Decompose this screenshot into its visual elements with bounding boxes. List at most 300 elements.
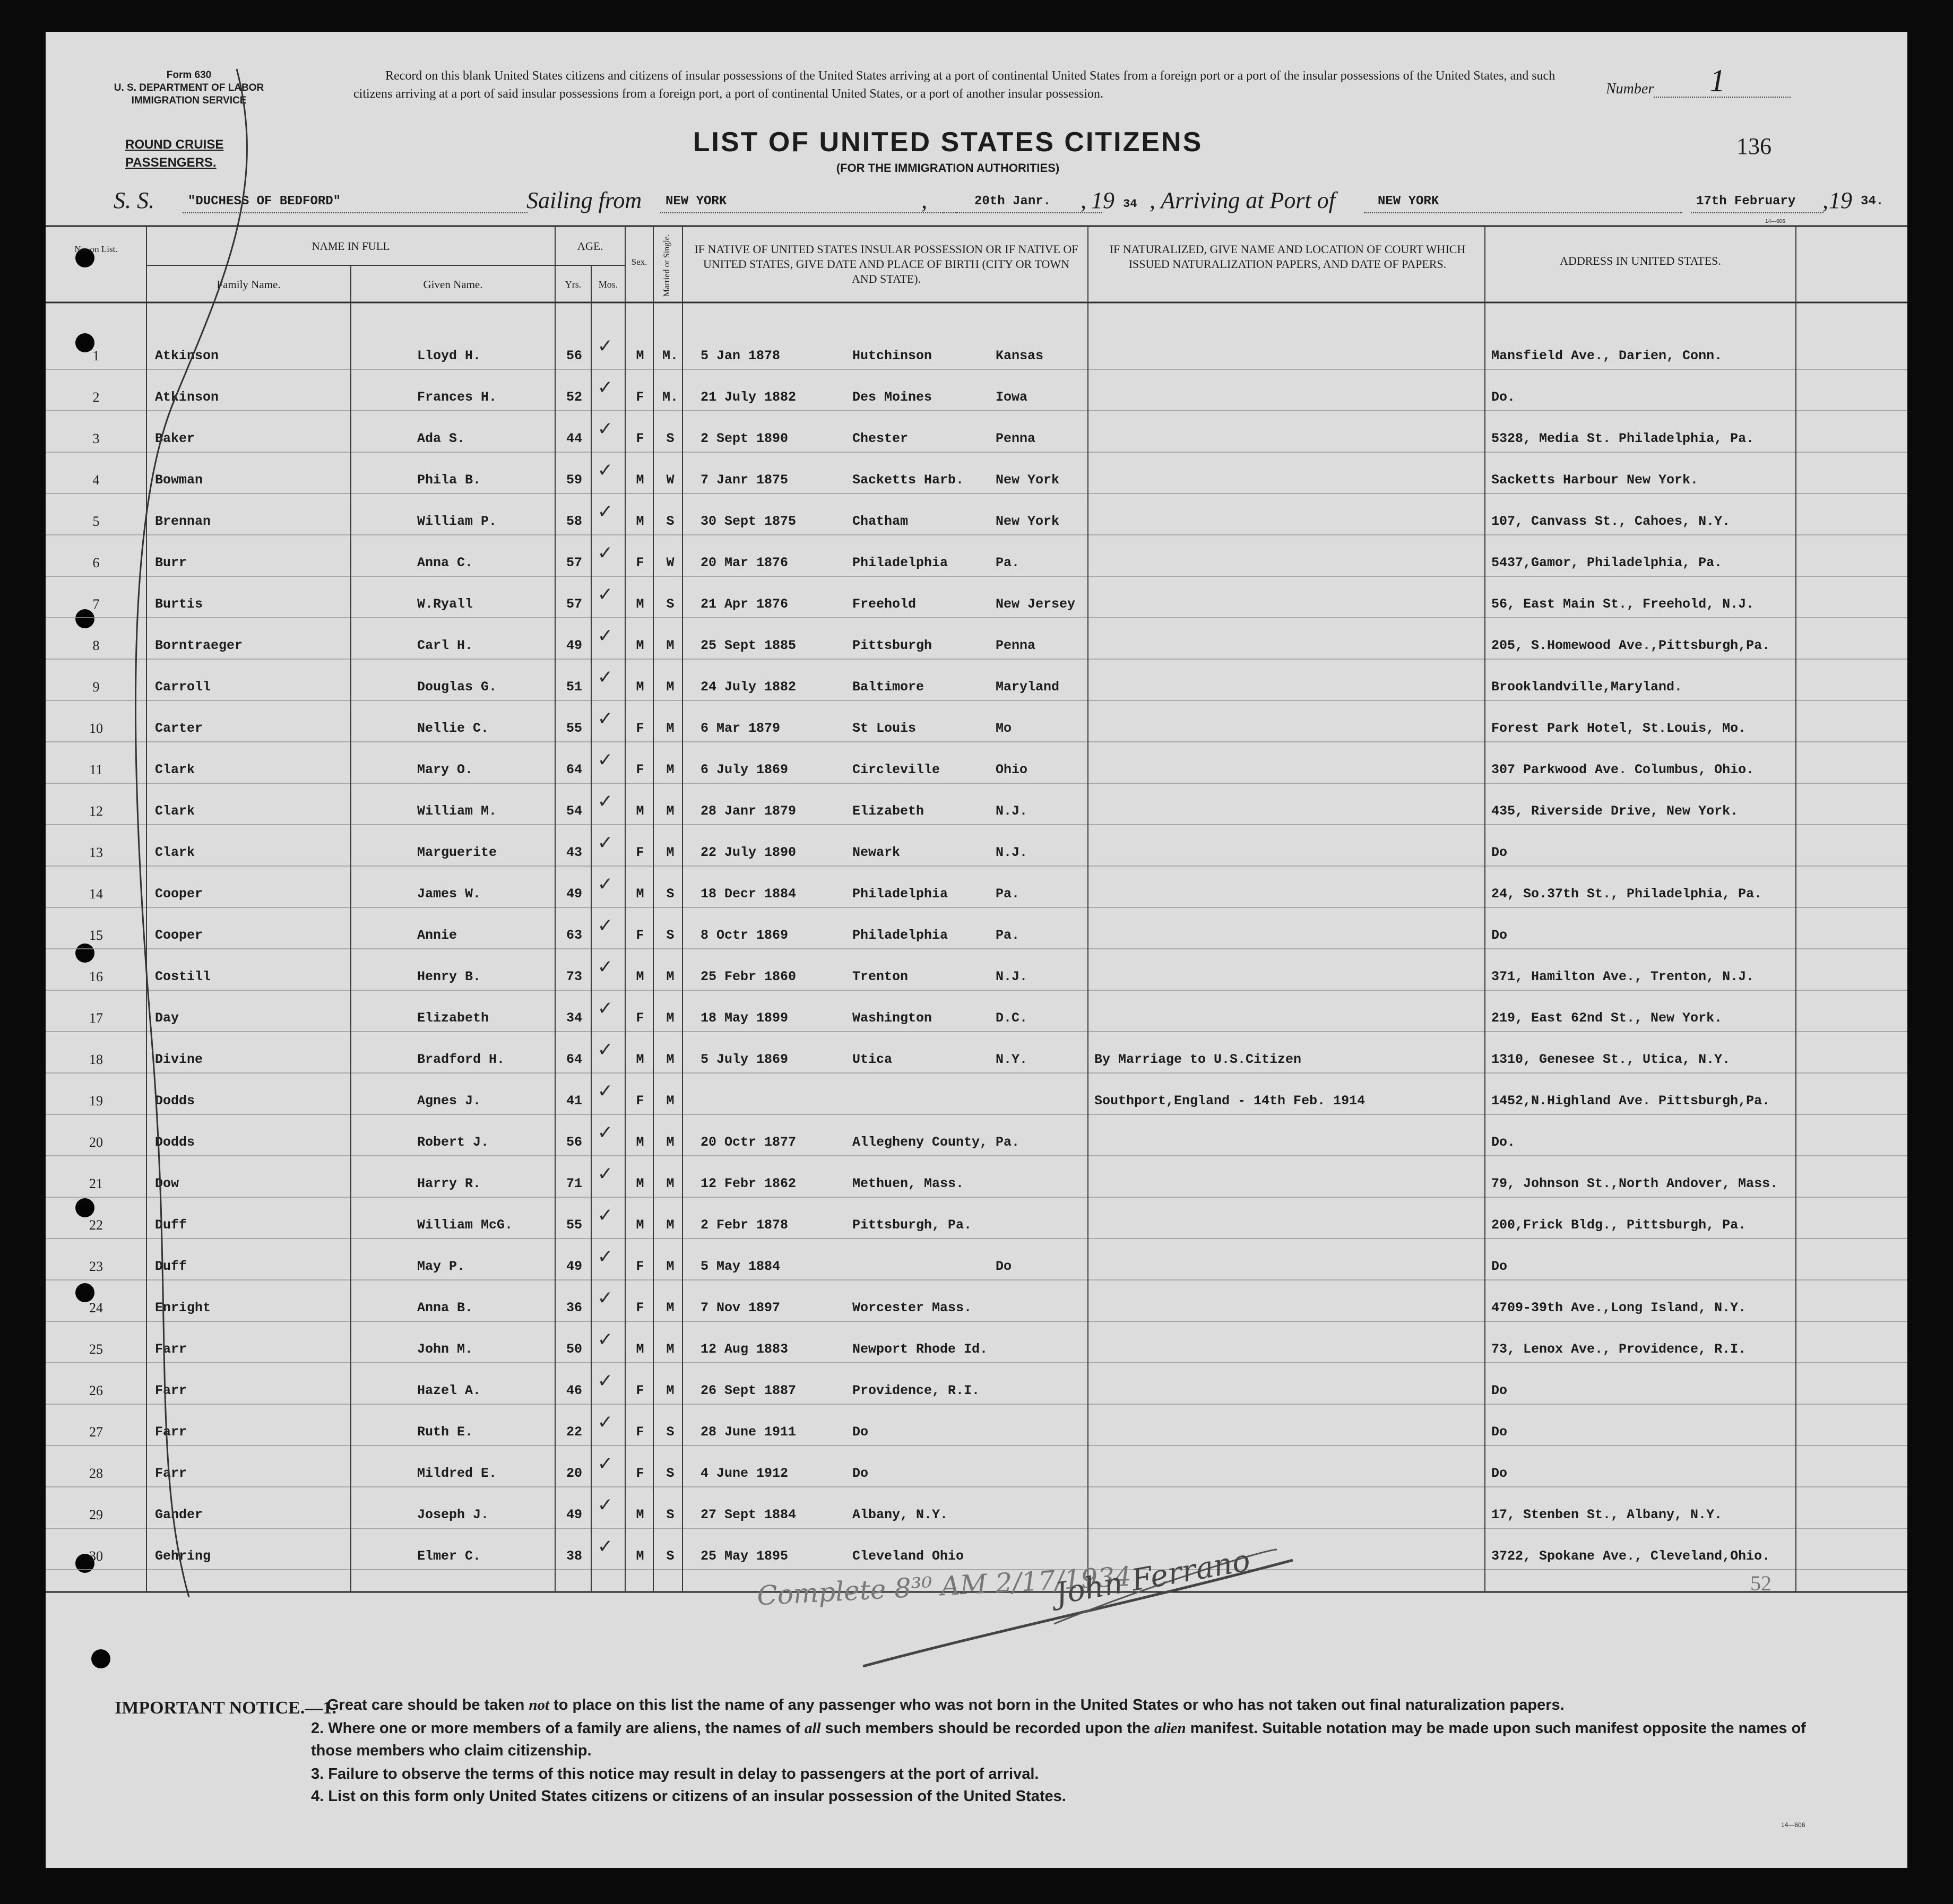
cell-date: 12 Febr 1862 — [701, 1176, 797, 1191]
cell-no: 5 — [92, 514, 100, 529]
check-mark: ✓ — [599, 832, 612, 856]
cell-date: 5 Jan 1878 — [701, 348, 781, 364]
cell-given: Marguerite — [417, 845, 497, 860]
cell-no: 19 — [89, 1093, 103, 1109]
cell-city: Providence, R.I. — [852, 1383, 980, 1398]
cell-sex: F — [636, 1424, 644, 1440]
cell-city: Do — [852, 1424, 869, 1440]
check-mark: ✓ — [599, 1080, 612, 1104]
cell-date: 6 Mar 1879 — [701, 721, 781, 736]
cell-sex: F — [636, 928, 644, 943]
cell-date: 21 July 1882 — [701, 390, 797, 405]
cell-state: D.C. — [996, 1010, 1028, 1026]
cell-state: Pa. — [996, 928, 1020, 943]
check-mark: ✓ — [599, 377, 612, 401]
header-birth: IF NATIVE OF UNITED STATES INSULAR POSSESSION OR IF NATIVE OF UNITED STATES, GIVE DATE AND PLACE OF BIRTH (CITY OR TOWN AND STATE). — [694, 243, 1078, 285]
cell-sex: F — [636, 1466, 644, 1481]
header-given: Given Name. — [423, 278, 483, 291]
cell-sex: M — [636, 1217, 644, 1233]
cell-city: Freehold — [852, 596, 917, 612]
cell-address: Do — [1491, 1424, 1508, 1440]
header-age: AGE. — [577, 240, 603, 253]
cell-family: Enright — [155, 1300, 211, 1316]
cell-city: Sacketts Harb. — [852, 472, 964, 488]
cell-date: 2 Febr 1878 — [701, 1217, 789, 1233]
cell-ms: S — [666, 596, 675, 612]
cell-no: 13 — [89, 845, 103, 860]
cell-sex: F — [636, 1093, 644, 1109]
check-mark: ✓ — [599, 1494, 612, 1518]
cell-yrs: 54 — [566, 803, 582, 819]
cell-city: Pittsburgh, Pa. — [852, 1217, 972, 1233]
notice-item-2: 2. Where one or more members of a family are aliens, the names of all such members should be recorded upon the alien manifest. Suitable notation may be made upon such manifest opposite the names of those members who claim citizenship. — [311, 1720, 1806, 1759]
cell-date: 21 Apr 1876 — [701, 596, 789, 612]
cell-sex: M — [636, 1135, 644, 1150]
cell-ms: M — [666, 1342, 675, 1357]
header-address: ADDRESS IN UNITED STATES. — [1560, 254, 1721, 267]
cell-no: 8 — [92, 638, 100, 653]
cell-ms: M — [666, 1093, 675, 1109]
header-mos: Mos. — [598, 279, 618, 290]
cell-yrs: 43 — [566, 845, 582, 860]
cell-no: 15 — [89, 928, 103, 943]
cell-city: Methuen, Mass. — [852, 1176, 964, 1191]
form-number: Form 630 — [166, 70, 212, 81]
cell-no: 26 — [89, 1383, 103, 1398]
cell-yrs: 46 — [566, 1383, 582, 1398]
cell-sex: F — [636, 845, 644, 860]
cell-given: Frances H. — [417, 390, 497, 405]
cell-family: Costill — [155, 969, 211, 984]
cell-ms: M — [666, 1300, 675, 1316]
corner-number: 52 — [1750, 1571, 1771, 1595]
cell-given: Mildred E. — [417, 1466, 497, 1481]
cell-city: Des Moines — [852, 390, 932, 405]
arriving-label: , Arriving at Port of — [1150, 187, 1335, 213]
cell-family: Farr — [155, 1424, 187, 1440]
header-no: No. on List. — [74, 244, 118, 254]
cell-ms: M — [666, 803, 675, 819]
page-stamp: 136 — [1736, 133, 1771, 159]
cell-ms: M — [666, 1383, 675, 1398]
cell-address: 1310, Genesee St., Utica, N.Y. — [1491, 1052, 1731, 1067]
cell-sex: M — [636, 969, 644, 984]
cell-city: Cleveland Ohio — [852, 1548, 964, 1564]
cell-city: Pittsburgh — [852, 638, 932, 653]
cell-family: Dow — [155, 1176, 179, 1191]
check-mark: ✓ — [599, 749, 612, 773]
cell-sex: F — [636, 1300, 644, 1316]
cell-yrs: 34 — [566, 1010, 582, 1026]
cell-yrs: 51 — [566, 679, 582, 695]
cell-no: 27 — [89, 1424, 103, 1440]
cell-date: 25 Febr 1860 — [701, 969, 797, 984]
cell-date: 28 Janr 1879 — [701, 803, 797, 819]
cell-date: 25 May 1895 — [701, 1548, 789, 1564]
check-mark: ✓ — [599, 667, 612, 690]
cell-sex: F — [636, 762, 644, 777]
cell-ms: S — [666, 928, 675, 943]
year-prefix-2: 19 — [1829, 187, 1852, 213]
cell-ms: M — [666, 762, 675, 777]
cell-given: Harry R. — [417, 1176, 481, 1191]
cell-city: Albany, N.Y. — [852, 1507, 948, 1522]
cell-ms: S — [666, 886, 675, 902]
cell-sex: F — [636, 431, 644, 446]
cell-address: Brooklandville,Maryland. — [1491, 679, 1683, 695]
cell-family: Cooper — [155, 886, 203, 902]
check-mark: ✓ — [599, 501, 612, 525]
notice-item-4: 4. List on this form only United States citizens or citizens of an insular possession of the United States. — [311, 1788, 1066, 1805]
check-mark: ✓ — [599, 1163, 612, 1187]
cell-address: 79, Johnson St.,North Andover, Mass. — [1491, 1176, 1778, 1191]
cell-given: May P. — [417, 1259, 465, 1274]
printer-note: 14—606 — [1765, 219, 1785, 224]
cell-family: Gander — [155, 1507, 203, 1522]
header-name-full: NAME IN FULL — [312, 240, 390, 253]
cell-sex: M — [636, 472, 644, 488]
number-value: 1 — [1709, 63, 1725, 98]
cell-family: Dodds — [155, 1093, 195, 1109]
cell-given: William McG. — [417, 1217, 513, 1233]
cell-address: Do — [1491, 1259, 1508, 1274]
check-mark: ✓ — [599, 625, 612, 649]
cell-given: Carl H. — [417, 638, 473, 653]
cell-given: Agnes J. — [417, 1093, 481, 1109]
cell-no: 14 — [89, 886, 103, 902]
ss-label: S. S. — [114, 187, 154, 213]
cell-address: Sacketts Harbour New York. — [1491, 472, 1699, 488]
check-mark: ✓ — [599, 1205, 612, 1228]
cell-sex: F — [636, 390, 644, 405]
arrival-date: 17th February — [1696, 194, 1796, 209]
cell-family: Gehring — [155, 1548, 211, 1564]
cell-sex: M — [636, 1052, 644, 1067]
cell-given: John M. — [417, 1342, 473, 1357]
cell-yrs: 49 — [566, 638, 582, 653]
cell-date: 12 Aug 1883 — [701, 1342, 789, 1357]
page-title: LIST OF UNITED STATES CITIZENS — [693, 127, 1203, 158]
cell-state: Maryland — [996, 679, 1060, 695]
cell-address: 107, Canvass St., Cahoes, N.Y. — [1491, 514, 1731, 529]
check-mark: ✓ — [599, 956, 612, 980]
cell-no: 21 — [89, 1176, 103, 1191]
year-2: 34. — [1861, 194, 1884, 209]
cell-ms: M — [666, 1010, 675, 1026]
cell-date: 7 Nov 1897 — [701, 1300, 781, 1316]
cell-city: Chatham — [852, 514, 909, 529]
cell-address: 5437,Gamor, Philadelphia, Pa. — [1491, 555, 1723, 570]
cell-date: 5 July 1869 — [701, 1052, 789, 1067]
cell-family: Clark — [155, 845, 195, 860]
check-mark: ✓ — [599, 1453, 612, 1477]
cell-given: Elmer C. — [417, 1548, 481, 1564]
cell-ms: S — [666, 431, 675, 446]
cell-city: Circleville — [852, 762, 940, 777]
cell-ms: S — [666, 1466, 675, 1481]
cell-yrs: 71 — [566, 1176, 582, 1191]
header-married-single: Married or Single. — [662, 234, 671, 297]
cell-yrs: 56 — [566, 1135, 582, 1150]
cell-city: Philadelphia — [852, 928, 948, 943]
cell-address: Do — [1491, 928, 1508, 943]
cell-state: New Jersey — [996, 596, 1076, 612]
cell-city: Philadelphia — [852, 555, 948, 570]
cell-sex: F — [636, 1383, 644, 1398]
cruise-label: ROUND CRUISE PASSENGERS. — [125, 137, 224, 170]
check-mark: ✓ — [599, 791, 612, 815]
cell-yrs: 41 — [566, 1093, 582, 1109]
arrival-port: NEW YORK — [1378, 194, 1439, 209]
cell-family: Baker — [155, 431, 195, 446]
cell-yrs: 64 — [566, 1052, 582, 1067]
cell-given: Annie — [417, 928, 457, 943]
cell-sex: M — [636, 596, 644, 612]
cell-city: Philadelphia — [852, 886, 948, 902]
cell-family: Farr — [155, 1383, 187, 1398]
check-mark: ✓ — [599, 335, 612, 359]
cell-family: Farr — [155, 1466, 187, 1481]
cell-yrs: 73 — [566, 969, 582, 984]
cell-date: 27 Sept 1884 — [701, 1507, 797, 1522]
check-mark: ✓ — [599, 1412, 612, 1435]
cell-sex: F — [636, 555, 644, 570]
cell-date: 24 July 1882 — [701, 679, 797, 695]
cell-address: 73, Lenox Ave., Providence, R.I. — [1491, 1342, 1747, 1357]
cell-address: 200,Frick Bldg., Pittsburgh, Pa. — [1491, 1217, 1747, 1233]
cell-state: New York — [996, 472, 1060, 488]
cell-no: 17 — [89, 1010, 103, 1026]
cell-no: 30 — [89, 1548, 103, 1564]
cell-yrs: 49 — [566, 1259, 582, 1274]
check-mark: ✓ — [599, 915, 612, 939]
check-mark: ✓ — [599, 1329, 612, 1353]
cell-no: 29 — [89, 1507, 103, 1522]
cell-given: Robert J. — [417, 1135, 489, 1150]
cell-family: Clark — [155, 762, 195, 777]
cell-family: Clark — [155, 803, 195, 819]
year-prefix-1: 19 — [1091, 187, 1114, 213]
cell-family: Bowman — [155, 472, 203, 488]
cell-no: 23 — [89, 1259, 103, 1274]
cell-no: 20 — [89, 1135, 103, 1150]
cell-city: Elizabeth — [852, 803, 924, 819]
check-mark: ✓ — [599, 460, 612, 483]
cell-nat: Southport,England - 14th Feb. 1914 — [1094, 1093, 1366, 1109]
cell-yrs: 44 — [566, 431, 582, 446]
cell-no: 7 — [92, 596, 100, 612]
cell-given: Nellie C. — [417, 721, 489, 736]
cell-family: Carter — [155, 721, 203, 736]
cell-family: Burtis — [155, 596, 203, 612]
cell-family: Duff — [155, 1217, 187, 1233]
check-mark: ✓ — [599, 584, 612, 608]
number-label: Number — [1606, 81, 1654, 97]
cell-address: 24, So.37th St., Philadelphia, Pa. — [1491, 886, 1762, 902]
cell-ms: M — [666, 679, 675, 695]
check-mark: ✓ — [599, 998, 612, 1022]
header-sex: Sex. — [631, 257, 647, 267]
cell-given: Joseph J. — [417, 1507, 489, 1522]
cell-sex: M — [636, 1507, 644, 1522]
cell-city: Worcester Mass. — [852, 1300, 972, 1316]
cell-given: Henry B. — [417, 969, 481, 984]
cell-yrs: 36 — [566, 1300, 582, 1316]
manifest-sheet: Form 630 U. S. DEPARTMENT OF LABOR IMMIGRATION SERVICE ROUND CRUISE PASSENGERS. Record on this blank United States citizens and citizens of insular possessions of the United States arriving at a port of continental United States from a foreign port or a port of the insular possessions of the United States, and such citizens arriving at a port of said insular possessions from a foreign port, a port of continental United States, or a port of another insular possession. LIST OF UNITED STATES CITIZENS (FOR THE IMMIGRATION AUTHORITIES) Number 1 136 S. S. "DUCHESS OF BEDFORD" Sailing from NEW YORK , 20th Janr. , 19 34 , Arriving at Port of NEW YORK 17th February , 19 34. 14—606 No. on List. NAME IN FULL Family Name. Given Name. AGE. Yrs. Mos. Sex. Married or Single. IF NATIVE OF UNITED STATES INSULAR POSSESSION OR IF NATIVE OF UNITED STATES, GIVE DATE AND PLACE OF BIRTH (CITY OR TOWN AND STATE). IF NATURALIZED, GIVE NAME AND LOCATION OF COURT WHICH ISSUED NATURALIZATION PAPERS, AND DATE OF PAPERS. ADDRESS IN UNITED STATES. 1 Atkinson Lloyd H. 56 M M. 5 Jan 1878 Hutchinson Kansas Mansfield Ave., Darien, Conn. ✓ 2 Atkinson Frances H. 52 F M. 21 July 1882 Des Moines Iowa Do. ✓ 3 Baker Ada S. 44 F S 2 Sept 1890 Chester Penna 5328, Media St. Philadelphia, Pa. ✓ 4 Bowman Phila B. 59 M W 7 Janr 1875 Sacketts Harb. New York Sacketts Harbour New York. ✓ 5 Brennan William P. 58 M S 30 Sept 1875 Chatham New York 107, Canvass St., Cahoes, N.Y. ✓ 6 Burr Anna C. 57 F W 20 Mar 1876 Philadelphia Pa. 5437,Gamor, Philadelphia, Pa. ✓ 7 Burtis W.Ryall 57 M S 21 Apr 1876 Freehold New Jersey 56, East Main St., Freehold, N.J. ✓ 8 Borntraeger Carl H. 49 M M 25 Sept 1885 Pittsburgh Penna 205, S.Homewood Ave.,Pittsburgh,Pa. ✓ 9 Carroll Douglas G. 51 M M 24 July 1882 Baltimore Maryland Brooklandville,Maryland. ✓ 10 Carter Nellie C. 55 F M 6 Mar 1879 St Louis Mo Forest Park Hotel, St.Louis, Mo. ✓ 11 Clark Mary O. 64 F M 6 July 1869 Circleville Ohio 307 Parkwood Ave. Columbus, Ohio. ✓ 12 Clark William M. 54 M M 28 Janr 1879 Elizabeth N.J. 435, Riverside Drive, New York. ✓ 13 Clark Marguerite 43 F M 22 July 1890 Newark N.J. Do ✓ 14 Cooper James W. 49 M S 18 Decr 1884 Philadelphia Pa. 24, So.37th St., Philadelphia, Pa. ✓ 15 Cooper Annie 63 F S 8 Octr 1869 Philadelphia Pa. Do ✓ 16 Costill Henry B. 73 M M 25 Febr 1860 Trenton N.J. 371, Hamilton Ave., Trenton, N.J. ✓ 17 Day Elizabeth 34 F M 18 May 1899 Washington D.C. 219, East 62nd St., New York. ✓ 18 Divine Bradford H. 64 M M 5 July 1869 Utica N.Y. By Marriage to U.S.Citizen 1310, Genesee St., Utica, N.Y. ✓ 19 Dodds Agnes J. 41 F M Southport,England - 14th Feb. 1914 1452,N.Highland Ave. Pittsburgh,Pa. ✓ 20 Dodds Robert J. 56 M M 20 Octr 1877 Allegheny County, Pa. Do. ✓ 21 Dow Harry R. 71 M M 12 Febr 1862 Methuen, Mass. 79, Johnson St.,North Andover, Mass. ✓ 22 Duff William McG. 55 M M 2 Febr 1878 Pittsburgh, Pa. 200,Frick Bldg., Pittsburgh, Pa. ✓ 23 Duff May P. 49 F M 5 May 1884 Do Do ✓ 24 Enright Anna B. 36 F M 7 Nov 1897 Worcester Mass. 4709-39th Ave.,Long Island, N.Y. ✓ 25 Farr John M. 50 M M 12 Aug 1883 Newport Rhode Id. 73, Lenox Ave., Providence, R.I. ✓ 26 Farr Hazel A. 46 F M 26 Sept 1887 Providence, R.I. Do ✓ 27 Farr Ruth E. 22 F S 28 June 1911 Do Do ✓ 28 Farr Mildred E. 20 F S 4 June 1912 Do Do ✓ 29 Gander Joseph J. 49 M S 27 Sept 1884 Albany, N.Y. 17, Stenben St., Albany, N.Y. ✓ 30 Gehring Elmer C. 38 M S 25 May 1895 Cleveland Ohio 3722, Spokane Ave., Cleveland,Ohio. ✓ Complete 8³⁰ AM 2/17/1934 John Ferrano 52 IMPORTANT NOTICE.—1. Great care should be taken not to place on this list the name of any passenger who was not born in the United States or who has not taken out final naturalization papers. 2. Where one or more members of a family are aliens, the names of all such members should be recorded upon the alien manifest. Suitable notation may be made upon such manifest opposite the names of those members who claim citizenship. 3. Failure to observe the terms of this notice may result in delay to passengers at the port of arrival. 4. List on this form only United States citizens or citizens of an insular possession of the United States. 14—606 — [46, 32, 1907, 1868]
cell-ms: M — [666, 721, 675, 736]
cell-state: Kansas — [996, 348, 1044, 364]
cell-ms: S — [666, 1507, 675, 1522]
cell-city: St Louis — [852, 721, 917, 736]
cell-state: N.J. — [996, 845, 1028, 860]
cell-city: Newark — [852, 845, 901, 860]
cell-date: 18 May 1899 — [701, 1010, 789, 1026]
cell-yrs: 38 — [566, 1548, 582, 1564]
cell-city: Trenton — [852, 969, 909, 984]
cell-sex: M — [636, 348, 644, 364]
cell-state: N.Y. — [996, 1052, 1028, 1067]
cell-date: 26 Sept 1887 — [701, 1383, 797, 1398]
cell-date: 20 Mar 1876 — [701, 555, 789, 570]
cell-family: Farr — [155, 1342, 187, 1357]
cell-yrs: 57 — [566, 555, 582, 570]
cell-address: 1452,N.Highland Ave. Pittsburgh,Pa. — [1491, 1093, 1770, 1109]
cell-address: 3722, Spokane Ave., Cleveland,Ohio. — [1491, 1548, 1770, 1564]
cell-address: 17, Stenben St., Albany, N.Y. — [1491, 1507, 1723, 1522]
cell-state: Pa. — [996, 555, 1020, 570]
cell-no: 28 — [89, 1466, 103, 1481]
cell-ms: S — [666, 1424, 675, 1440]
cell-sex: M — [636, 1176, 644, 1191]
cell-ms: M. — [662, 390, 678, 405]
cell-no: 2 — [92, 390, 100, 405]
cell-date: 6 July 1869 — [701, 762, 789, 777]
cell-date: 8 Octr 1869 — [701, 928, 789, 943]
from-port: NEW YORK — [666, 194, 727, 209]
cell-date: 30 Sept 1875 — [701, 514, 797, 529]
cell-given: Bradford H. — [417, 1052, 505, 1067]
cell-city: Washington — [852, 1010, 932, 1026]
cell-ms: W — [666, 472, 675, 488]
cell-city: Newport Rhode Id. — [852, 1342, 988, 1357]
cell-no: 10 — [89, 721, 103, 736]
cell-ms: M — [666, 1259, 675, 1274]
cell-no: 16 — [89, 969, 103, 984]
cell-yrs: 52 — [566, 390, 582, 405]
cell-family: Atkinson — [155, 348, 219, 364]
check-mark: ✓ — [599, 873, 612, 897]
cell-date: 25 Sept 1885 — [701, 638, 797, 653]
check-mark: ✓ — [599, 1246, 612, 1270]
cell-yrs: 49 — [566, 886, 582, 902]
cell-ms: M — [666, 969, 675, 984]
cell-yrs: 58 — [566, 514, 582, 529]
check-mark: ✓ — [599, 1370, 612, 1394]
cell-date: 2 Sept 1890 — [701, 431, 789, 446]
cell-address: 219, East 62nd St., New York. — [1491, 1010, 1723, 1026]
cell-no: 12 — [89, 803, 103, 819]
cell-yrs: 49 — [566, 1507, 582, 1522]
cell-date: 18 Decr 1884 — [701, 886, 797, 902]
cell-given: Mary O. — [417, 762, 473, 777]
cell-family: Atkinson — [155, 390, 219, 405]
cell-ms: W — [666, 555, 675, 570]
cell-date: 5 May 1884 — [701, 1259, 781, 1274]
cell-state: Do — [996, 1259, 1012, 1274]
cell-date: 22 July 1890 — [701, 845, 797, 860]
header-yrs: Yrs. — [565, 279, 582, 290]
check-mark: ✓ — [599, 1122, 612, 1146]
cell-date: 7 Janr 1875 — [701, 472, 789, 488]
cell-sex: M — [636, 1342, 644, 1357]
cell-yrs: 22 — [566, 1424, 582, 1440]
cell-address: Do — [1491, 845, 1508, 860]
check-mark: ✓ — [599, 418, 612, 442]
cell-nat: By Marriage to U.S.Citizen — [1094, 1052, 1302, 1067]
cell-sex: M — [636, 803, 644, 819]
cell-family: Brennan — [155, 514, 211, 529]
completion-note: Complete 8³⁰ AM 2/17/1934 — [756, 1561, 1133, 1612]
cell-sex: F — [636, 721, 644, 736]
cell-state: New York — [996, 514, 1060, 529]
cell-address: 371, Hamilton Ave., Trenton, N.J. — [1491, 969, 1755, 984]
notice-title: IMPORTANT NOTICE.—1. — [115, 1698, 336, 1718]
cell-ms: M. — [662, 348, 678, 364]
cell-yrs: 63 — [566, 928, 582, 943]
cell-address: 56, East Main St., Freehold, N.J. — [1491, 596, 1755, 612]
cell-given: Phila B. — [417, 472, 481, 488]
cell-no: 11 — [89, 762, 103, 777]
cell-date: 20 Octr 1877 — [701, 1135, 797, 1150]
cell-yrs: 50 — [566, 1342, 582, 1357]
from-date: 20th Janr. — [974, 194, 1051, 209]
cell-given: William M. — [417, 803, 497, 819]
cell-sex: M — [636, 638, 644, 653]
cell-family: Duff — [155, 1259, 187, 1274]
cell-given: James W. — [417, 886, 481, 902]
cell-no: 24 — [89, 1300, 103, 1316]
cell-city: Do — [852, 1466, 869, 1481]
cell-address: Do. — [1491, 390, 1516, 405]
cell-family: Burr — [155, 555, 187, 570]
cell-given: Elizabeth — [417, 1010, 489, 1026]
cell-address: Mansfield Ave., Darien, Conn. — [1491, 348, 1723, 364]
cell-address: 5328, Media St. Philadelphia, Pa. — [1491, 431, 1755, 446]
cell-given: Lloyd H. — [417, 348, 481, 364]
cell-yrs: 64 — [566, 762, 582, 777]
cell-ms: M — [666, 1217, 675, 1233]
header-family: Family Name. — [217, 278, 281, 291]
cell-city: Hutchinson — [852, 348, 932, 364]
check-mark: ✓ — [599, 1536, 612, 1560]
cell-given: William P. — [417, 514, 497, 529]
cell-ms: M — [666, 1176, 675, 1191]
cell-sex: M — [636, 886, 644, 902]
cell-ms: M — [666, 1135, 675, 1150]
cell-date: 28 June 1911 — [701, 1424, 797, 1440]
intro-text: Record on this blank United States citizens and citizens of insular possessions of the United States arriving at a port of continental United States from a foreign port or a port of the insular possessions of the United States, and such citizens arriving at a port of said insular possessions from a foreign port, a port of continental United States, or a port of another insular possession. — [353, 69, 1556, 101]
cell-family: Day — [155, 1010, 179, 1026]
cell-no: 22 — [89, 1217, 103, 1233]
notice-item-3: 3. Failure to observe the terms of this notice may result in delay to passengers at the port of arrival. — [311, 1765, 1039, 1782]
cell-given: Ruth E. — [417, 1424, 473, 1440]
cell-ms: M — [666, 1052, 675, 1067]
cell-state: Pa. — [996, 886, 1020, 902]
cell-address: Do. — [1491, 1135, 1516, 1150]
cell-family: Carroll — [155, 679, 211, 695]
cell-no: 6 — [92, 555, 100, 570]
cell-address: Forest Park Hotel, St.Louis, Mo. — [1491, 721, 1747, 736]
